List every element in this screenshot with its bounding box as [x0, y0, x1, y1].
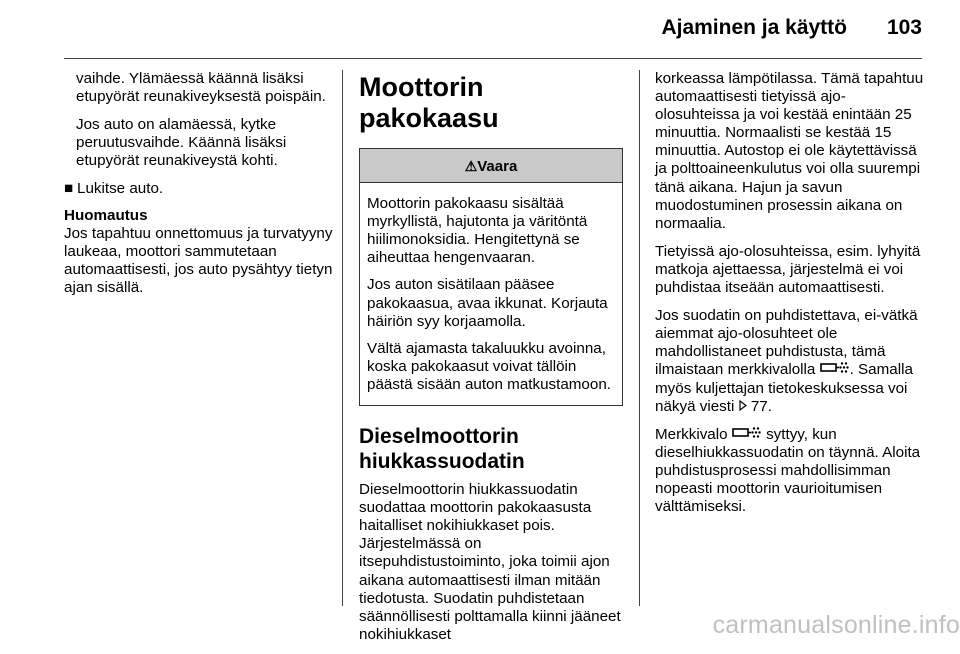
text-span: . Samalla myös kuljettajan tietokeskuksessa voi näkyä viesti: [655, 361, 913, 415]
header-rule: [64, 58, 922, 59]
note-text: Jos tapahtuu onnettomuus ja turvatyyny laukeaa, moottori sammutetaan automaattisesti, jos auto pysähtyy tietyn ajan sisällä.: [64, 224, 333, 296]
column-divider: [342, 70, 343, 606]
warning-paragraph: Moottorin pakokaasu sisältää myrkyllistä, hajutonta ja väritöntä hiilimonoksidia. Hengitettynä se aiheuttaa hengenvaaran.: [367, 195, 588, 267]
bullet-text: Lukitse auto.: [77, 180, 164, 198]
column-right: [655, 70, 925, 526]
bullet-item: [64, 180, 334, 198]
square-bullet-icon: ■: [64, 180, 74, 198]
page-reference-number: 77: [750, 397, 768, 415]
warning-triangle-icon: ⚠: [464, 158, 478, 174]
warning-body: [360, 183, 622, 405]
note-block: [64, 207, 334, 297]
warning-paragraph: Vältä ajamasta takaluukku avoinna, koska pakokaasut voivat tällöin päästä sisään auton matkustamoon.: [367, 339, 611, 393]
watermark[interactable]: carmanualsonline.info: [712, 611, 960, 639]
body-paragraph: [655, 307, 925, 416]
column-left: [64, 70, 334, 297]
body-paragraph: korkeassa lämpötilassa. Tämä tapahtuu automaattisesti tietyissä ajo-olosuhteissa ja voi kestää enintään 25 minuuttia. Normaalisti se kestää 15 minuuttia. Autostop ei ole käytettävissä ja polttoaineenkulutus voi olla suurempi tänä aikana. Hajun ja savun muodostuminen prosessin aikana on normaalia.: [655, 70, 924, 232]
text-span: syttyy, kun dieselhiukkassuodatin on täynnä. Aloita puhdistusprosessi mahdollisimman nopeasti moottorin vaurioitumisen välttämiseksi.: [655, 425, 921, 516]
dpf-warning-light-icon: [732, 426, 762, 444]
danger-warning-box: [359, 148, 623, 406]
warning-paragraph: Jos auton sisätilaan pääsee pakokaasua, avaa ikkunat. Korjauta häiriön syy korjaamolla.: [367, 276, 608, 330]
text-span: .: [767, 397, 772, 415]
section-title-exhaust: Moottorin pakokaasu: [359, 72, 499, 133]
note-title: Huomautus: [64, 206, 148, 224]
warning-title: Vaara: [477, 158, 518, 175]
body-paragraph: [655, 426, 925, 516]
column-middle: [359, 70, 627, 654]
body-paragraph: Dieselmoottorin hiukkassuodatin suodattaa moottorin pakokaasusta haitalliset nokihiukkaset pois. Järjestelmässä on itsepuhdistustoiminto, joka toimii ajon aikana automaattisesti ilman mitään tiedotusta. Suodatin puhdistetaan säännöllisesti polttamalla kiinni jääneet nokihiukkaset: [359, 481, 621, 643]
warning-header: [360, 149, 622, 183]
text-span: Jos suodatin on puhdistettava, ei-vätkä aiemmat ajo-olosuhteet ole mahdollistaneet puhdistusta, tämä ilmaistaan merkkivalolla: [655, 307, 918, 379]
indented-paragraph: vaihde. Ylämäessä käännä lisäksi etupyörät reunakiveyksestä poispäin.: [76, 70, 326, 106]
dpf-warning-light-icon: [820, 361, 850, 379]
page-reference-arrow-icon: [739, 398, 747, 416]
column-divider: [639, 70, 640, 606]
text-span: Merkkivalo: [655, 425, 728, 443]
indented-paragraph: Jos auto on alamäessä, kytke peruutusvaihde. Käännä lisäksi etupyörät reunakiveystä kohti.: [76, 116, 287, 170]
body-paragraph: Tietyissä ajo-olosuhteissa, esim. lyhyitä matkoja ajettaessa, järjestelmä ei voi puhdistaa itseään automaattisesti.: [655, 242, 921, 297]
section-title-diesel-filter: Dieselmoottorin hiukkassuodatin: [359, 425, 525, 474]
running-header-title: Ajaminen ja käyttö: [661, 16, 847, 39]
page-number: 103: [886, 16, 922, 39]
